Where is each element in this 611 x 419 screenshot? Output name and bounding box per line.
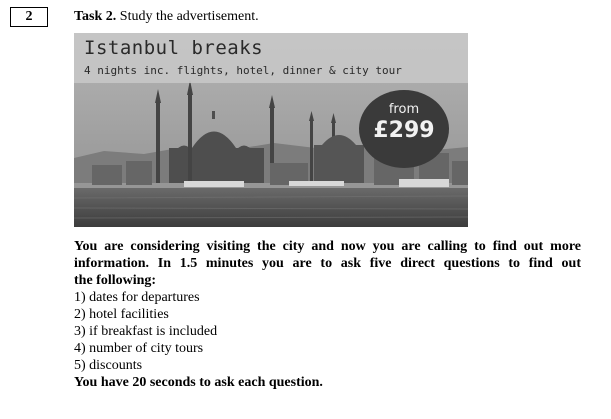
price-value: £299 (373, 118, 435, 143)
task-instruction: Study the advertisement. (119, 9, 259, 24)
task-instructions (74, 238, 581, 391)
ad-title: Istanbul breaks (84, 37, 264, 59)
intro-line: You are considering visiting the city and now you are calling to find out more (74, 239, 581, 254)
water (74, 188, 468, 227)
instructions-closing: You have 20 seconds to ask each question. (74, 375, 323, 390)
price-prefix: from (388, 102, 420, 117)
advertisement-image (74, 33, 468, 227)
list-item: 3) if breakfast is included (74, 324, 218, 339)
instructions-intro (74, 238, 581, 289)
task-number-box: 2 (10, 7, 48, 27)
list-item: 5) discounts (74, 358, 143, 373)
intro-line: the following: (74, 273, 157, 288)
list-item: 1) dates for departures (74, 290, 200, 305)
list-item: 4) number of city tours (74, 341, 204, 356)
price-badge (359, 90, 449, 168)
ad-subtitle: 4 nights inc. flights, hotel, dinner & city tour (84, 64, 402, 77)
intro-line: information. In 1.5 minutes you are to ask five direct questions to find out (74, 256, 581, 271)
task-heading (74, 9, 259, 25)
task-label: Task 2. (74, 9, 117, 24)
list-item: 2) hotel facilities (74, 307, 169, 322)
